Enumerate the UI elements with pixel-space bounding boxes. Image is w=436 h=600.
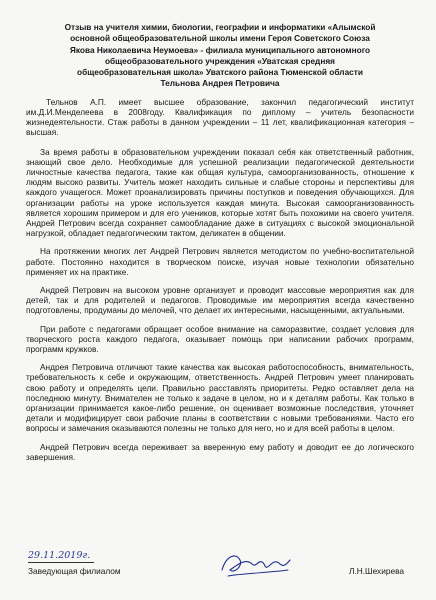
paragraph-education: Тельнов А.П. имеет высшее образование, закончил педагогический институт им.Д.И.Менделеева в 2008году. Квалификация по диплому – учитель безопасности жизнедеятельности. Стаж работы в данном учреждении – 11 лет, квалификационная категория – высшая. — [26, 96, 414, 138]
paragraph-conclusion: Андрей Петрович всегда переживает за вверенную ему работу и доводит ее до логического завершения. — [26, 441, 414, 462]
signer-role: Заведующая филиалом — [28, 566, 121, 576]
title-line: Отзыв на учителя химии, биологии, географии и информатики «Алымской — [64, 22, 376, 32]
title-line: Якова Николаевича Неумоева» - филиала муниципального автономного — [69, 44, 371, 55]
paragraph-qualities: За время работы в образовательном учреждении показал себя как ответственный работник, знающий свое дело. Необходимые для успешной реализации педагогической деятельности личностные качества педагога, такие как общая культура, самоорганизованность, отношение к людям высоко развиты. Учитель может находить сильные и слабые стороны и перспективы для каждого учащегося. Может проанализировать причины поступков и поведения обучающихся. Для организации работы на уроке используется каждая минута. Высокая самоорганизованность является хорошим примером и для его учеников, которые хотят быть похожими на своего учителя. Андрей Петрович всегда сохраняет самообладание даже в ситуациях с высокой эмоциональной нагрузкой, обладает педагогическим тактом, деликатен в общении. — [26, 146, 414, 239]
document-title — [26, 22, 414, 90]
paragraph-teachers: При работе с педагогами обращает особое внимание на саморазвитие, создает условия для творческого роста каждого педагога, оказывает помощь при написании рабочих программ, программ кружков. — [26, 323, 414, 355]
signer-name: Л.Н.Шехирева — [348, 566, 404, 576]
title-line: основной общеобразовательной школы имени Героя Советского Союза — [70, 33, 370, 44]
paragraph-work-qualities: Андрея Петровича отличают такие качества как высокая работоспособность, внимательность, требовательность к себе и окружающим, ответственность. Андрей Петрович умеет планировать свою работу и определять цели. Правильно расставлять приоритеты. Редко оставляет дела на последнюю минуту. Внимателен не только к задаче в целом, но и к деталям работы. Как только в организации принимается какое-либо решение, он оценивает возможные последствия, уточняет детали и модифицирует свои рабочие планы в соответствии с новыми требованиями. Часто его вопросы и замечания оказываются полезны не только для него, но и для всей работы в целом. — [26, 362, 414, 434]
signature-block — [28, 550, 414, 592]
paragraph-events: Андрей Петрович на высоком уровне организует и проводит массовые мероприятия как для детей, так и для родителей и педагогов. Проводимые им мероприятия всегда качественно подготовлены, продуманы до мелочей, что делает их интересными, насыщенными, актуальными. — [26, 285, 414, 316]
title-line: общеобразовательная школа» Уватского района Тюменской области — [77, 67, 363, 78]
paragraph-methodist: На протяжении многих лет Андрей Петрович является методистом по учебно-воспитательной работе. Постоянно находится в творческом поиске, изучая новые технологии обязательно применяет их на практике. — [26, 246, 414, 277]
handwritten-signature — [216, 546, 294, 582]
title-line: Тельнова Андрея Петровича — [160, 78, 280, 89]
title-line: общеобразовательного учреждения «Уватская средняя — [104, 55, 336, 66]
handwritten-date: 29.11.2019г. — [28, 550, 94, 563]
